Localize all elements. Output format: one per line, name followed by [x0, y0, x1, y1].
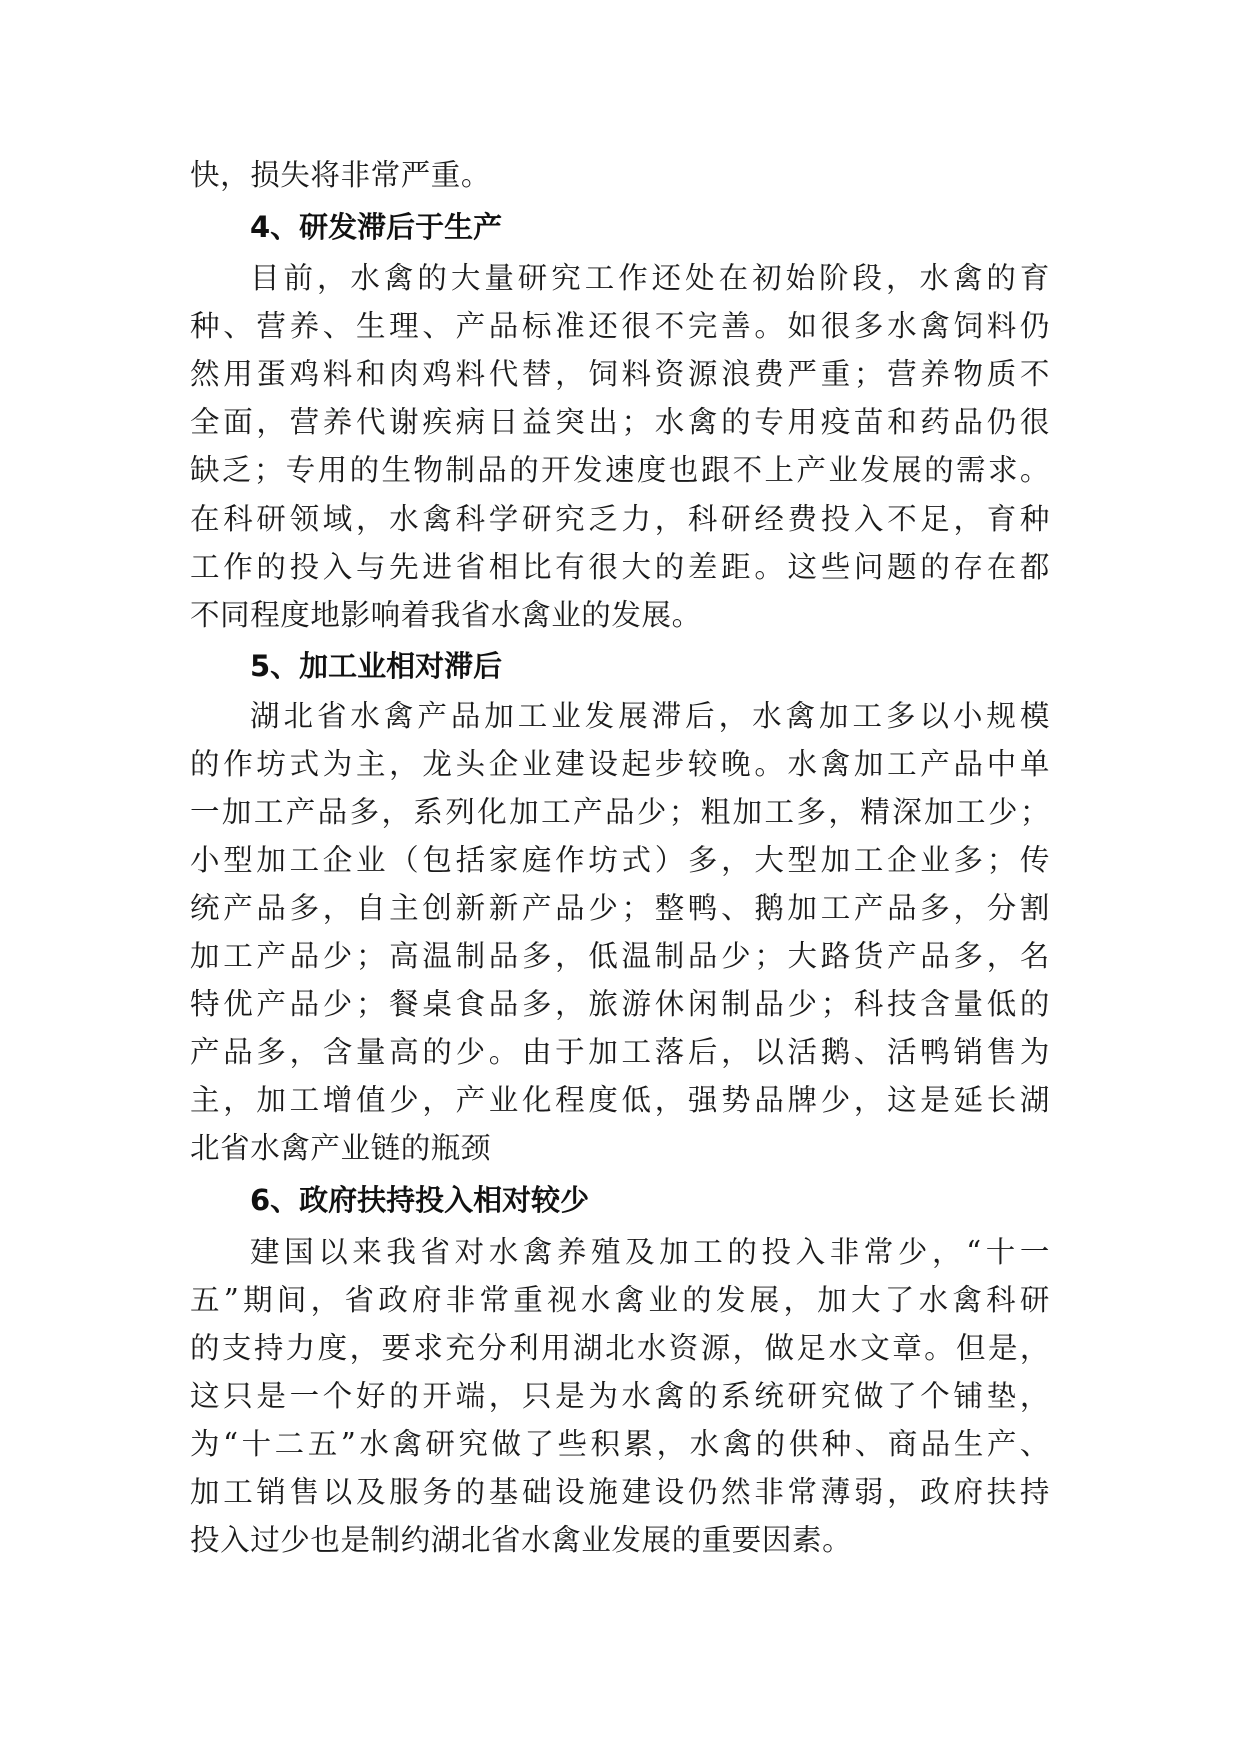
paragraph-line: 目前，水禽的大量研究工作还处在初始阶段，水禽的育 — [250, 261, 1050, 295]
paragraph-line: 全面，营养代谢疾病日益突出；水禽的专用疫苗和药品仍很 — [190, 405, 1050, 439]
paragraph-line: 在科研领域，水禽科学研究乏力，科研经费投入不足，育种 — [190, 502, 1050, 536]
paragraph-line: 小型加工企业（包括家庭作坊式）多，大型加工企业多；传 — [190, 843, 1050, 877]
paragraph-line: 然用蛋鸡料和肉鸡料代替，饲料资源浪费严重；营养物质不 — [190, 357, 1050, 391]
paragraph-line: 特优产品少；餐桌食品多，旅游休闲制品少；科技含量低的 — [190, 987, 1050, 1021]
paragraph-line: 的支持力度，要求充分利用湖北水资源，做足水文章。但是， — [190, 1331, 1050, 1365]
paragraph-line: 产品多，含量高的少。由于加工落后，以活鹅、活鸭销售为 — [190, 1035, 1050, 1069]
paragraph-line: 这只是一个好的开端，只是为水禽的系统研究做了个铺垫， — [190, 1379, 1050, 1413]
paragraph-line: 的作坊式为主，龙头企业建设起步较晚。水禽加工产品中单 — [190, 747, 1050, 781]
paragraph-line: 建国以来我省对水禽养殖及加工的投入非常少，“十一 — [250, 1235, 1050, 1269]
section-heading-6: 6、政府扶持投入相对较少 — [250, 1183, 590, 1217]
paragraph-line: 主，加工增值少，产业化程度低，强势品牌少，这是延长湖 — [190, 1083, 1050, 1117]
paragraph-line: 加工销售以及服务的基础设施建设仍然非常薄弱，政府扶持 — [190, 1475, 1050, 1509]
paragraph-line: 湖北省水禽产品加工业发展滞后，水禽加工多以小规模 — [250, 699, 1050, 733]
section-heading-4: 4、研发滞后于生产 — [250, 210, 503, 244]
paragraph-line: 统产品多，自主创新新产品少；整鸭、鹅加工产品多，分割 — [190, 891, 1050, 925]
paragraph-line: 一加工产品多，系列化加工产品少；粗加工多，精深加工少； — [190, 795, 1050, 829]
paragraph-line: 不同程度地影响着我省水禽业的发展。 — [190, 598, 702, 632]
section-heading-5: 5、加工业相对滞后 — [250, 649, 503, 683]
paragraph-line: 快，损失将非常严重。 — [190, 158, 492, 192]
paragraph-line: 加工产品少；高温制品多，低温制品少；大路货产品多，名 — [190, 939, 1050, 973]
paragraph-line: 投入过少也是制约湖北省水禽业发展的重要因素。 — [190, 1523, 853, 1557]
paragraph-line: 北省水禽产业链的瓶颈 — [190, 1131, 492, 1165]
paragraph-line: 缺乏；专用的生物制品的开发速度也跟不上产业发展的需求。 — [190, 453, 1050, 487]
paragraph-line: 五”期间，省政府非常重视水禽业的发展，加大了水禽科研 — [190, 1283, 1050, 1317]
paragraph-line: 种、营养、生理、产品标准还很不完善。如很多水禽饲料仍 — [190, 309, 1050, 343]
paragraph-line: 为“十二五”水禽研究做了些积累，水禽的供种、商品生产、 — [190, 1427, 1050, 1461]
paragraph-line: 工作的投入与先进省相比有很大的差距。这些问题的存在都 — [190, 550, 1050, 584]
